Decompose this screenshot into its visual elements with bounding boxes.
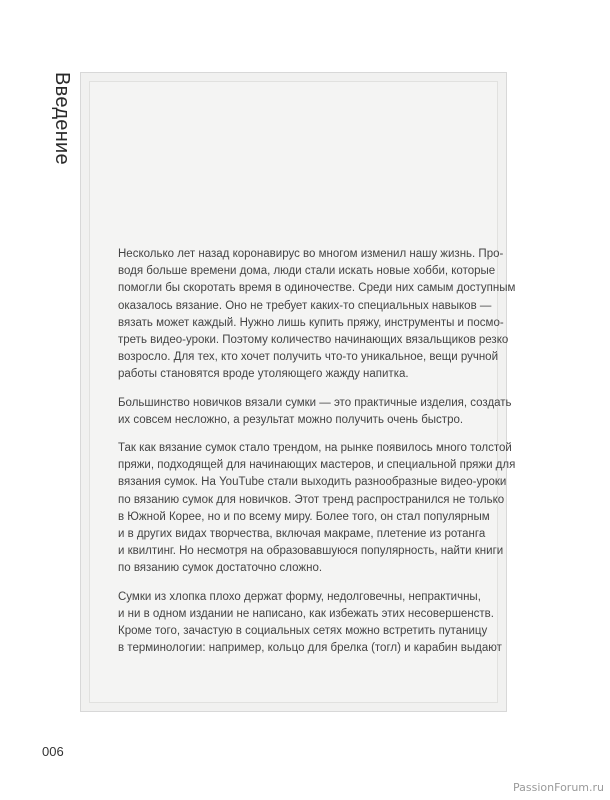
text-line: в терминологии: например, кольцо для брелка (тогл) и карабин выдают bbox=[118, 642, 502, 655]
text-line: по вязанию сумок достаточно сложно. bbox=[118, 562, 323, 575]
text-line: работы становятся вроде утоляющего жажду напитка. bbox=[118, 368, 409, 381]
paragraph-3 bbox=[118, 440, 516, 578]
text-line: их совсем несложно, а результат можно получить очень быстро. bbox=[118, 413, 464, 426]
page-number: 006 bbox=[42, 744, 64, 759]
text-line: треть видео-уроки. Поэтому количество начинающих вязальщиков резко bbox=[118, 334, 509, 347]
text-line: и в других видах творчества, включая макраме, плетение из ротанга bbox=[118, 528, 486, 541]
text-line: оказалось вязание. Оно не требует каких-то специальных навыков — bbox=[118, 299, 492, 312]
text-line: пряжи, подходящей для начинающих мастеров, и специальной пряжи для bbox=[118, 459, 516, 472]
text-line: Несколько лет назад коронавирус во многом изменил нашу жизнь. Про- bbox=[118, 248, 504, 260]
text-line: Кроме того, зачастую в социальных сетях можно встретить путаницу bbox=[118, 625, 488, 638]
text-line: вязания сумок. На YouTube стали выходить разнообразные видео-уроки bbox=[118, 476, 507, 489]
text-line: Так как вязание сумок стало трендом, на рынке появилось много толстой bbox=[118, 442, 512, 455]
text-line: водя больше времени дома, люди стали искать новые хобби, которые bbox=[118, 265, 496, 278]
text-line: в Южной Корее, но и по всему миру. Более того, он стал популярным bbox=[118, 510, 490, 523]
watermark: PassionForum.ru bbox=[513, 781, 604, 794]
text-line: Большинство новичков вязали сумки — это практичные изделия, создать bbox=[118, 396, 512, 409]
text-line: и квилтинг. Но несмотря на образовавшуюся популярность, найти книги bbox=[118, 545, 504, 558]
text-line: Сумки из хлопка плохо держат форму, недолговечны, непрактичны, bbox=[118, 590, 481, 603]
text-line: по вязанию сумок для новичков. Этот тренд распространился не только bbox=[118, 493, 505, 506]
paragraph-1 bbox=[118, 246, 516, 384]
text-line: и ни в одном издании не написано, как избежать этих несовершенств. bbox=[118, 607, 494, 620]
text-line: возросло. Для тех, кто хочет получить что-то уникальное, вещи ручной bbox=[118, 351, 499, 364]
text-line: вязать может каждый. Нужно лишь купить пряжу, инструменты и посмо- bbox=[118, 316, 504, 329]
text-line: помогли бы скоротать время в одиночестве. Среди них самым доступным bbox=[118, 282, 516, 295]
body-text bbox=[118, 246, 516, 668]
paragraph-2 bbox=[118, 395, 512, 429]
paragraph-4 bbox=[118, 589, 502, 658]
section-title bbox=[47, 72, 77, 172]
section-title-text: Введение bbox=[51, 72, 73, 165]
